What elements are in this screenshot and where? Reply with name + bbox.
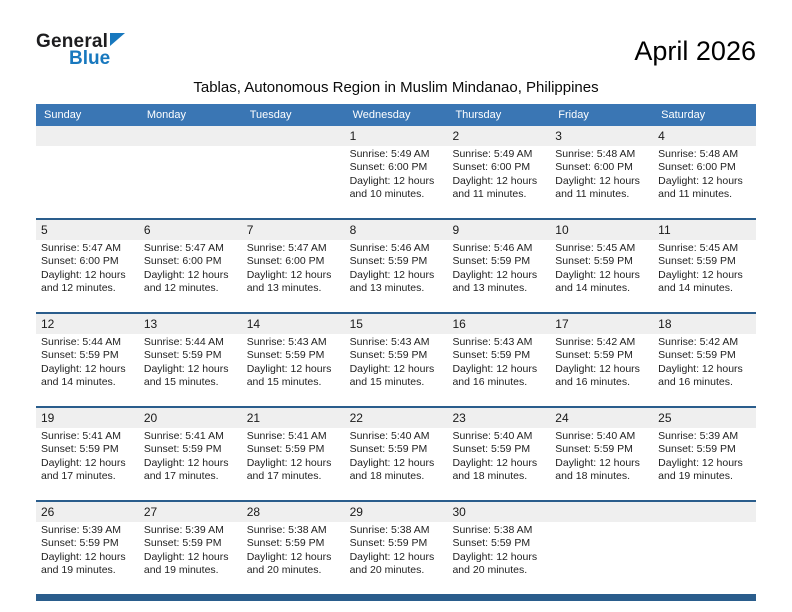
day-detail-line: Daylight: 12 hours — [246, 550, 332, 563]
day-detail-line: Sunset: 5:59 PM — [452, 255, 531, 268]
day-detail-line: Sunrise: 5:47 AM — [246, 242, 327, 254]
day-details — [550, 240, 653, 312]
weekday-header-row — [36, 104, 756, 126]
day-cell-28 — [242, 502, 345, 594]
day-cell-5 — [36, 220, 139, 312]
day-detail-line: and 14 minutes. — [658, 282, 733, 295]
day-detail-line: Sunset: 6:00 PM — [41, 255, 119, 268]
day-cell-9 — [447, 220, 550, 312]
day-details — [242, 240, 345, 312]
day-detail-line: and 13 minutes. — [349, 282, 425, 295]
day-cell-10 — [550, 220, 653, 312]
day-detail-line: Sunrise: 5:42 AM — [555, 336, 636, 348]
weekday-header-friday: Friday — [558, 109, 589, 121]
day-cell-20 — [139, 408, 242, 500]
day-cell-empty — [242, 126, 345, 218]
day-detail-line: and 15 minutes. — [349, 376, 425, 389]
day-detail-line: and 18 minutes. — [555, 470, 631, 483]
day-details — [653, 146, 756, 218]
day-detail-line: Sunset: 6:00 PM — [143, 255, 222, 268]
day-detail-line: Sunset: 5:59 PM — [143, 537, 222, 550]
general-blue-logo — [36, 32, 125, 68]
day-cell-13 — [139, 314, 242, 406]
weekday-header-tuesday: Tuesday — [249, 109, 292, 121]
weekday-header-wednesday: Wednesday — [352, 109, 411, 121]
day-details — [550, 334, 653, 406]
day-number: 18 — [653, 314, 756, 334]
day-detail-line: Sunrise: 5:49 AM — [349, 148, 430, 160]
day-detail-line: and 13 minutes. — [246, 282, 322, 295]
day-details — [242, 334, 345, 406]
day-number: 29 — [345, 502, 448, 522]
day-number: 12 — [36, 314, 139, 334]
weekday-header-sunday: Sunday — [44, 109, 82, 121]
day-details — [653, 428, 756, 500]
day-detail-line: Daylight: 12 hours — [452, 550, 538, 563]
day-detail-line: and 19 minutes. — [658, 470, 733, 483]
day-detail-line: Sunset: 5:59 PM — [143, 443, 222, 456]
day-cell-15 — [345, 314, 448, 406]
day-number: 5 — [36, 220, 139, 240]
day-detail-line: Sunrise: 5:38 AM — [349, 524, 430, 536]
day-detail-line: Sunrise: 5:44 AM — [143, 336, 224, 348]
day-detail-line: Daylight: 12 hours — [452, 362, 538, 375]
day-details — [653, 240, 756, 312]
day-detail-line: Daylight: 12 hours — [41, 456, 126, 469]
day-detail-line: Sunrise: 5:45 AM — [555, 242, 636, 254]
day-details — [36, 334, 139, 406]
day-number: 16 — [447, 314, 550, 334]
day-number: 13 — [139, 314, 242, 334]
day-cell-1 — [345, 126, 448, 218]
day-cell-6 — [139, 220, 242, 312]
day-cell-18 — [653, 314, 756, 406]
day-cell-23 — [447, 408, 550, 500]
logo-text-blue: Blue — [69, 48, 111, 69]
day-number: 4 — [653, 126, 756, 146]
day-number — [242, 126, 345, 146]
day-detail-line: Daylight: 12 hours — [246, 268, 332, 281]
day-detail-line: Sunset: 5:59 PM — [246, 349, 325, 362]
day-details — [36, 428, 139, 500]
day-detail-line: Daylight: 12 hours — [555, 174, 640, 187]
day-details — [447, 334, 550, 406]
day-detail-line: and 16 minutes. — [658, 376, 733, 389]
day-detail-line: Daylight: 12 hours — [658, 174, 743, 187]
day-detail-line: and 13 minutes. — [452, 282, 528, 295]
day-number — [139, 126, 242, 146]
day-number: 22 — [345, 408, 448, 428]
day-detail-line: Sunrise: 5:43 AM — [349, 336, 430, 348]
day-detail-line: Sunset: 5:59 PM — [246, 537, 325, 550]
weekday-header-thursday: Thursday — [455, 109, 502, 121]
day-cell-16 — [447, 314, 550, 406]
day-number: 8 — [345, 220, 448, 240]
day-details — [447, 146, 550, 218]
day-detail-line: Sunset: 5:59 PM — [658, 443, 736, 456]
day-number: 21 — [242, 408, 345, 428]
day-detail-line: Sunset: 5:59 PM — [452, 349, 531, 362]
day-detail-line: and 15 minutes. — [143, 376, 219, 389]
day-detail-line: Daylight: 12 hours — [349, 456, 435, 469]
day-detail-line: Sunset: 5:59 PM — [658, 255, 736, 268]
day-number: 25 — [653, 408, 756, 428]
day-cell-empty — [36, 126, 139, 218]
day-detail-line: and 11 minutes. — [658, 188, 733, 201]
day-detail-line: Daylight: 12 hours — [349, 268, 435, 281]
week-row — [36, 312, 756, 406]
day-detail-line: Sunrise: 5:42 AM — [658, 336, 739, 348]
day-cell-29 — [345, 502, 448, 594]
day-detail-line: and 11 minutes. — [555, 188, 630, 201]
day-number: 11 — [653, 220, 756, 240]
day-detail-line: Daylight: 12 hours — [143, 268, 229, 281]
day-detail-line: Daylight: 12 hours — [246, 456, 332, 469]
day-cell-25 — [653, 408, 756, 500]
day-detail-line: Daylight: 12 hours — [452, 174, 538, 187]
day-details — [550, 522, 653, 594]
day-detail-line: Sunrise: 5:41 AM — [246, 430, 327, 442]
day-detail-line: Sunrise: 5:49 AM — [452, 148, 533, 160]
day-detail-line: Sunset: 6:00 PM — [658, 161, 736, 174]
day-number: 9 — [447, 220, 550, 240]
day-detail-line: Sunset: 6:00 PM — [349, 161, 428, 174]
day-detail-line: Sunrise: 5:43 AM — [246, 336, 327, 348]
day-detail-line: Daylight: 12 hours — [143, 456, 229, 469]
day-cell-4 — [653, 126, 756, 218]
page-header — [36, 32, 756, 68]
day-detail-line: and 16 minutes. — [555, 376, 631, 389]
day-detail-line: Sunset: 5:59 PM — [555, 349, 633, 362]
day-detail-line: Sunrise: 5:48 AM — [658, 148, 739, 160]
day-detail-line: Daylight: 12 hours — [349, 174, 435, 187]
day-detail-line: Daylight: 12 hours — [452, 456, 538, 469]
day-number: 14 — [242, 314, 345, 334]
day-cell-19 — [36, 408, 139, 500]
day-detail-line: Daylight: 12 hours — [41, 362, 126, 375]
day-number: 7 — [242, 220, 345, 240]
day-detail-line: Sunset: 5:59 PM — [349, 443, 428, 456]
day-number — [653, 502, 756, 522]
day-detail-line: Sunset: 5:59 PM — [452, 443, 531, 456]
day-detail-line: Sunset: 5:59 PM — [143, 349, 222, 362]
day-number: 6 — [139, 220, 242, 240]
day-detail-line: and 18 minutes. — [452, 470, 528, 483]
day-number: 19 — [36, 408, 139, 428]
day-number: 2 — [447, 126, 550, 146]
day-cell-empty — [550, 502, 653, 594]
day-details — [242, 146, 345, 218]
day-cell-empty — [653, 502, 756, 594]
day-details — [139, 334, 242, 406]
location-subtitle: Tablas, Autonomous Region in Muslim Mindanao, Philippines — [193, 79, 599, 96]
day-detail-line: Daylight: 12 hours — [246, 362, 332, 375]
day-details — [550, 146, 653, 218]
day-detail-line: Sunrise: 5:47 AM — [143, 242, 224, 254]
day-detail-line: Sunrise: 5:39 AM — [658, 430, 739, 442]
day-detail-line: Daylight: 12 hours — [349, 362, 435, 375]
day-detail-line: Sunset: 5:59 PM — [555, 255, 633, 268]
page-title: April 2026 — [634, 36, 756, 66]
day-cell-24 — [550, 408, 653, 500]
day-details — [345, 146, 448, 218]
day-detail-line: and 19 minutes. — [41, 564, 116, 577]
day-detail-line: and 10 minutes. — [349, 188, 425, 201]
week-row — [36, 126, 756, 218]
weekday-header-saturday: Saturday — [661, 109, 706, 121]
day-detail-line: Sunset: 5:59 PM — [555, 443, 633, 456]
day-details — [345, 334, 448, 406]
day-detail-line: Sunrise: 5:46 AM — [349, 242, 430, 254]
day-detail-line: and 11 minutes. — [452, 188, 527, 201]
day-cell-27 — [139, 502, 242, 594]
logo-text-general: General — [36, 31, 109, 52]
weekday-header-monday: Monday — [146, 109, 186, 121]
day-detail-line: Sunset: 5:59 PM — [41, 537, 119, 550]
day-detail-line: Sunrise: 5:44 AM — [41, 336, 121, 348]
day-detail-line: and 12 minutes. — [143, 282, 219, 295]
day-details — [447, 522, 550, 594]
day-number — [550, 502, 653, 522]
day-detail-line: Sunset: 5:59 PM — [349, 537, 428, 550]
day-detail-line: Sunrise: 5:43 AM — [452, 336, 533, 348]
day-detail-line: and 14 minutes. — [555, 282, 631, 295]
day-details — [36, 522, 139, 594]
day-detail-line: Daylight: 12 hours — [452, 268, 538, 281]
day-detail-line: Daylight: 12 hours — [143, 362, 229, 375]
day-number: 1 — [345, 126, 448, 146]
day-detail-line: and 18 minutes. — [349, 470, 425, 483]
day-cell-22 — [345, 408, 448, 500]
day-cell-empty — [139, 126, 242, 218]
day-detail-line: and 20 minutes. — [349, 564, 425, 577]
day-detail-line: Sunset: 6:00 PM — [555, 161, 633, 174]
day-detail-line: and 17 minutes. — [143, 470, 219, 483]
week-row — [36, 406, 756, 500]
day-number — [36, 126, 139, 146]
day-detail-line: Daylight: 12 hours — [555, 362, 640, 375]
day-number: 30 — [447, 502, 550, 522]
day-detail-line: Sunrise: 5:47 AM — [41, 242, 121, 254]
day-detail-line: Sunrise: 5:40 AM — [555, 430, 636, 442]
day-detail-line: Sunset: 5:59 PM — [246, 443, 325, 456]
day-detail-line: Daylight: 12 hours — [555, 456, 640, 469]
day-detail-line: and 14 minutes. — [41, 376, 116, 389]
day-detail-line: Daylight: 12 hours — [658, 456, 743, 469]
day-details — [36, 240, 139, 312]
day-detail-line: and 19 minutes. — [143, 564, 219, 577]
day-detail-line: Sunrise: 5:40 AM — [452, 430, 533, 442]
day-detail-line: Sunrise: 5:48 AM — [555, 148, 636, 160]
day-detail-line: Sunset: 5:59 PM — [658, 349, 736, 362]
day-cell-17 — [550, 314, 653, 406]
day-detail-line: Daylight: 12 hours — [143, 550, 229, 563]
day-detail-line: Sunrise: 5:38 AM — [452, 524, 533, 536]
day-cell-21 — [242, 408, 345, 500]
day-detail-line: Sunset: 5:59 PM — [41, 443, 119, 456]
day-details — [550, 428, 653, 500]
day-cell-3 — [550, 126, 653, 218]
day-details — [345, 428, 448, 500]
day-details — [447, 428, 550, 500]
day-detail-line: Sunrise: 5:41 AM — [41, 430, 121, 442]
day-detail-line: Sunrise: 5:46 AM — [452, 242, 533, 254]
day-details — [653, 522, 756, 594]
day-cell-2 — [447, 126, 550, 218]
day-detail-line: Sunset: 5:59 PM — [349, 349, 428, 362]
day-cell-14 — [242, 314, 345, 406]
day-details — [139, 522, 242, 594]
day-number: 15 — [345, 314, 448, 334]
day-details — [36, 146, 139, 218]
day-detail-line: Sunrise: 5:41 AM — [143, 430, 224, 442]
day-number: 20 — [139, 408, 242, 428]
day-number: 28 — [242, 502, 345, 522]
day-detail-line: Daylight: 12 hours — [41, 550, 126, 563]
day-number: 10 — [550, 220, 653, 240]
day-details — [242, 428, 345, 500]
day-cell-11 — [653, 220, 756, 312]
day-cell-8 — [345, 220, 448, 312]
day-details — [139, 428, 242, 500]
calendar — [36, 104, 756, 601]
day-number: 23 — [447, 408, 550, 428]
day-detail-line: Sunset: 6:00 PM — [246, 255, 325, 268]
day-details — [345, 240, 448, 312]
day-detail-line: Sunset: 5:59 PM — [349, 255, 428, 268]
day-cell-30 — [447, 502, 550, 594]
day-detail-line: Sunrise: 5:38 AM — [246, 524, 327, 536]
day-cell-7 — [242, 220, 345, 312]
day-detail-line: and 12 minutes. — [41, 282, 116, 295]
day-detail-line: and 20 minutes. — [246, 564, 322, 577]
day-detail-line: and 15 minutes. — [246, 376, 322, 389]
day-detail-line: Sunrise: 5:39 AM — [41, 524, 121, 536]
week-row — [36, 218, 756, 312]
day-details — [345, 522, 448, 594]
day-detail-line: Sunset: 5:59 PM — [41, 349, 119, 362]
day-detail-line: and 20 minutes. — [452, 564, 528, 577]
footer-bar — [36, 594, 756, 601]
day-detail-line: Sunrise: 5:39 AM — [143, 524, 224, 536]
week-row — [36, 500, 756, 594]
day-detail-line: Daylight: 12 hours — [41, 268, 126, 281]
day-detail-line: Daylight: 12 hours — [349, 550, 435, 563]
day-detail-line: Sunset: 5:59 PM — [452, 537, 531, 550]
day-detail-line: Daylight: 12 hours — [658, 362, 743, 375]
day-number: 3 — [550, 126, 653, 146]
day-details — [242, 522, 345, 594]
day-detail-line: and 17 minutes. — [41, 470, 116, 483]
day-detail-line: Sunrise: 5:40 AM — [349, 430, 430, 442]
day-detail-line: Sunrise: 5:45 AM — [658, 242, 739, 254]
day-number: 24 — [550, 408, 653, 428]
day-details — [139, 146, 242, 218]
day-detail-line: and 16 minutes. — [452, 376, 528, 389]
day-details — [653, 334, 756, 406]
day-details — [139, 240, 242, 312]
day-number: 26 — [36, 502, 139, 522]
day-detail-line: Sunset: 6:00 PM — [452, 161, 531, 174]
calendar-weeks — [36, 126, 756, 594]
day-number: 17 — [550, 314, 653, 334]
logo-flag-icon — [110, 33, 125, 46]
day-cell-12 — [36, 314, 139, 406]
day-details — [447, 240, 550, 312]
day-number: 27 — [139, 502, 242, 522]
day-detail-line: Daylight: 12 hours — [555, 268, 640, 281]
day-cell-26 — [36, 502, 139, 594]
day-detail-line: Daylight: 12 hours — [658, 268, 743, 281]
day-detail-line: and 17 minutes. — [246, 470, 322, 483]
